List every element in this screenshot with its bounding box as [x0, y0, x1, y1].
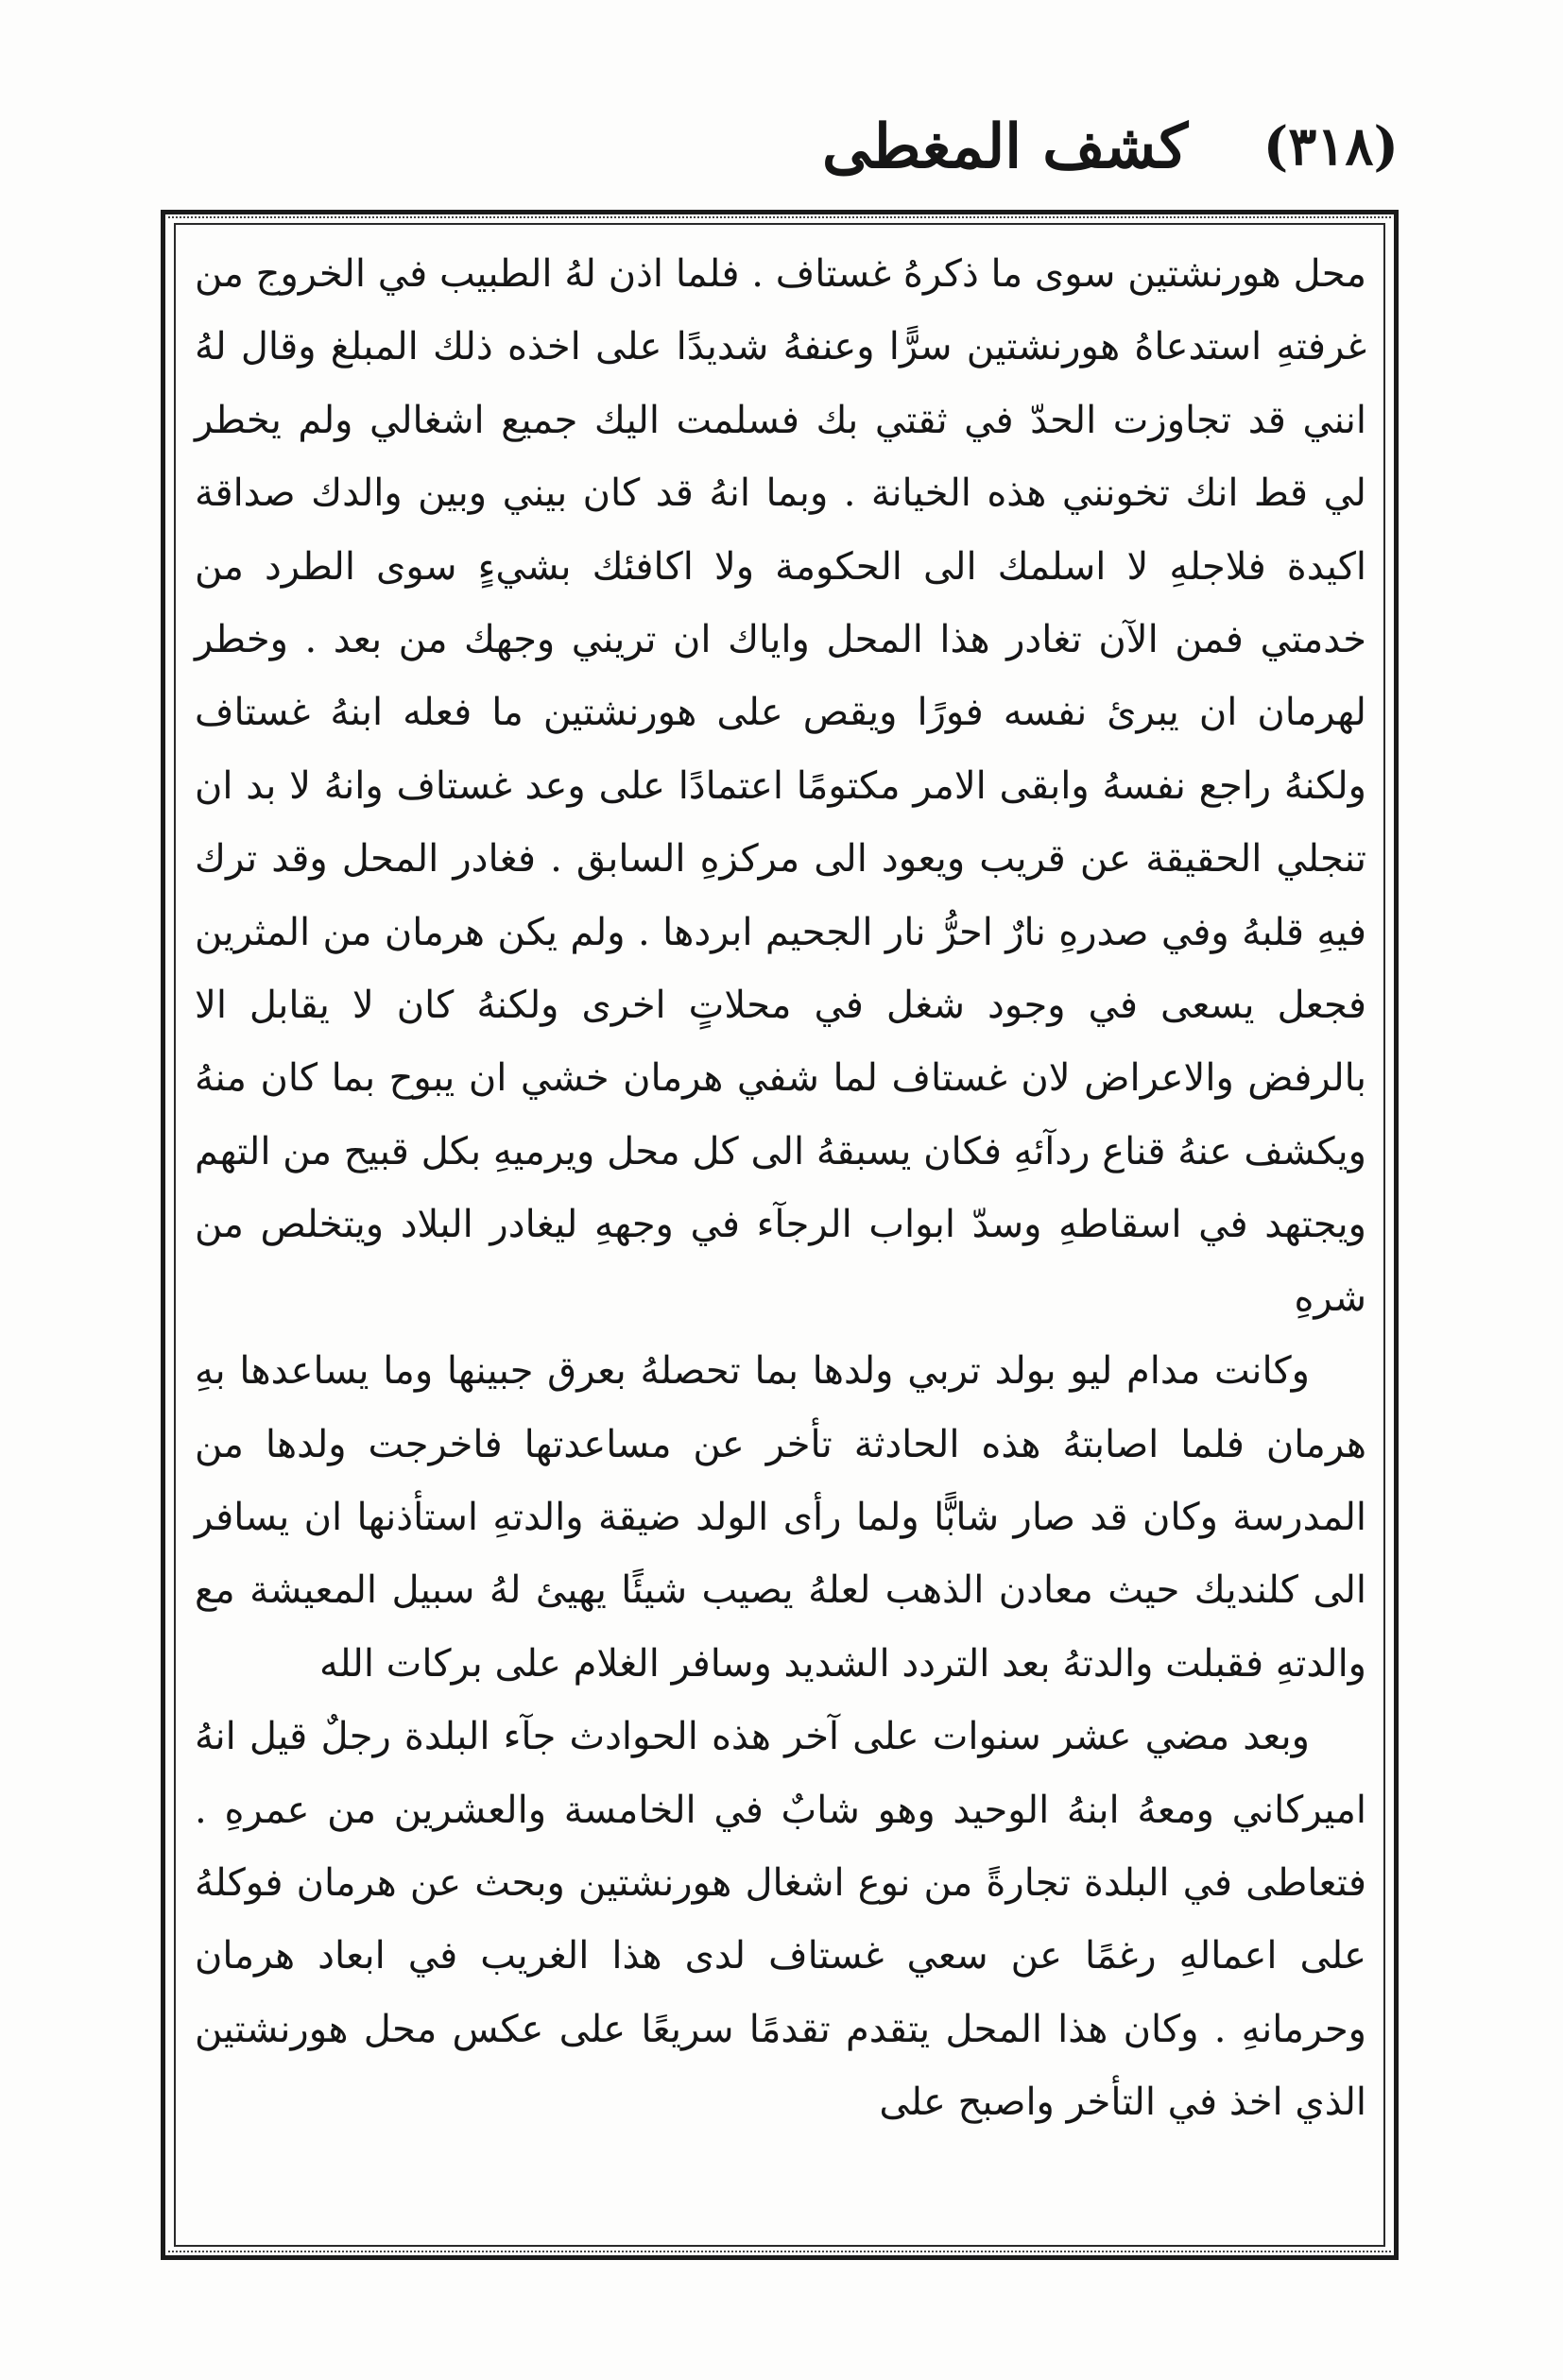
- body-text: [195, 238, 1366, 2140]
- paragraph-3: وبعد مضي عشر سنوات على آخر هذه الحوادث جآء البلدة رجلٌ قيل انهُ اميركاني ومعهُ ابنهُ الوحيد وهو شابٌ في الخامسة والعشرين من عمرهِ . فتعاطى في البلدة تجارةً من نوع اشغال هورنشتين وبحث عن هرمان فوكلهُ على اعمالهِ رغمًا عن سعي غستاف لدى هذا الغريب في ابعاد هرمان وحرمانهِ . وكان هذا المحل يتقدم تقدمًا سريعًا على عكس محل هورنشتين الذي اخذ في التأخر واصبح على: [195, 1715, 1366, 2125]
- page-number: (٣١٨): [1262, 115, 1399, 178]
- frame-dotted-border-top: [168, 216, 1391, 222]
- paragraph-1: محل هورنشتين سوى ما ذكرهُ غستاف . فلما اذن لهُ الطبيب في الخروج من غرفتهِ استدعاهُ هورنشتين سرًّا وعنفهُ شديدًا على اخذه ذلك المبلغ وقال لهُ انني قد تجاوزت الحدّ في ثقتي بك فسلمت اليك جميع اشغالي ولم يخطر لي قط انك تخونني هذه الخيانة . وبما انهُ قد كان بيني وبين والدك صداقة اكيدة فلاجلهِ لا اسلمك الى الحكومة ولا اكافئك بشيءٍ سوى الطرد من خدمتي فمن الآن تغادر هذا المحل واياك ان تريني وجهك من بعد . وخطر لهرمان ان يبرئ نفسه فورًا ويقص على هورنشتين ما فعله ابنهُ غستاف ولكنهُ راجع نفسهُ وابقى الامر مكتومًا اعتمادًا على وعد غستاف وانهُ لا بد ان تنجلي الحقيقة عن قريب ويعود الى مركزهِ السابق . فغادر المحل وقد ترك فيهِ قلبهُ وفي صدرهِ نارٌ احرُّ نار الجحيم ابردها . ولم يكن هرمان من المثرين فجعل يسعى في وجود شغل في محلاتٍ اخرى ولكنهُ كان لا يقابل الا بالرفض والاعراض لان غستاف لما شفي هرمان خشي ان يبوح بما كان منهُ ويكشف عنهُ قناع ردآئهِ فكان يسبقهُ الى كل محل ويرميهِ بكل قبيح من التهم ويجتهد في اسقاطهِ وسدّ ابواب الرجآء في وجههِ ليغادر البلاد ويتخلص من شرهِ: [195, 252, 1367, 1320]
- page-title: كشف المغطى: [822, 111, 1189, 182]
- frame-dotted-border-bottom: [168, 2251, 1391, 2256]
- page-header: [161, 104, 1399, 198]
- paragraph-2: وكانت مدام ليو بولد تربي ولدها بما تحصلهُ بعرق جبينها وما يساعدها بهِ هرمان فلما اصابتهُ هذه الحادثة تأخر عن مساعدتها فاخرجت ولدها من المدرسة وكان قد صار شابًّا ولما رأى الولد ضيقة والدتهِ استأذنها ان يسافر الى كلنديك حيث معادن الذهب لعلهُ يصيب شيئًا يهيئ لهُ سبيل المعيشة مع والدتهِ فقبلت والدتهُ بعد التردد الشديد وسافر الغلام على بركات الله: [195, 1349, 1366, 1686]
